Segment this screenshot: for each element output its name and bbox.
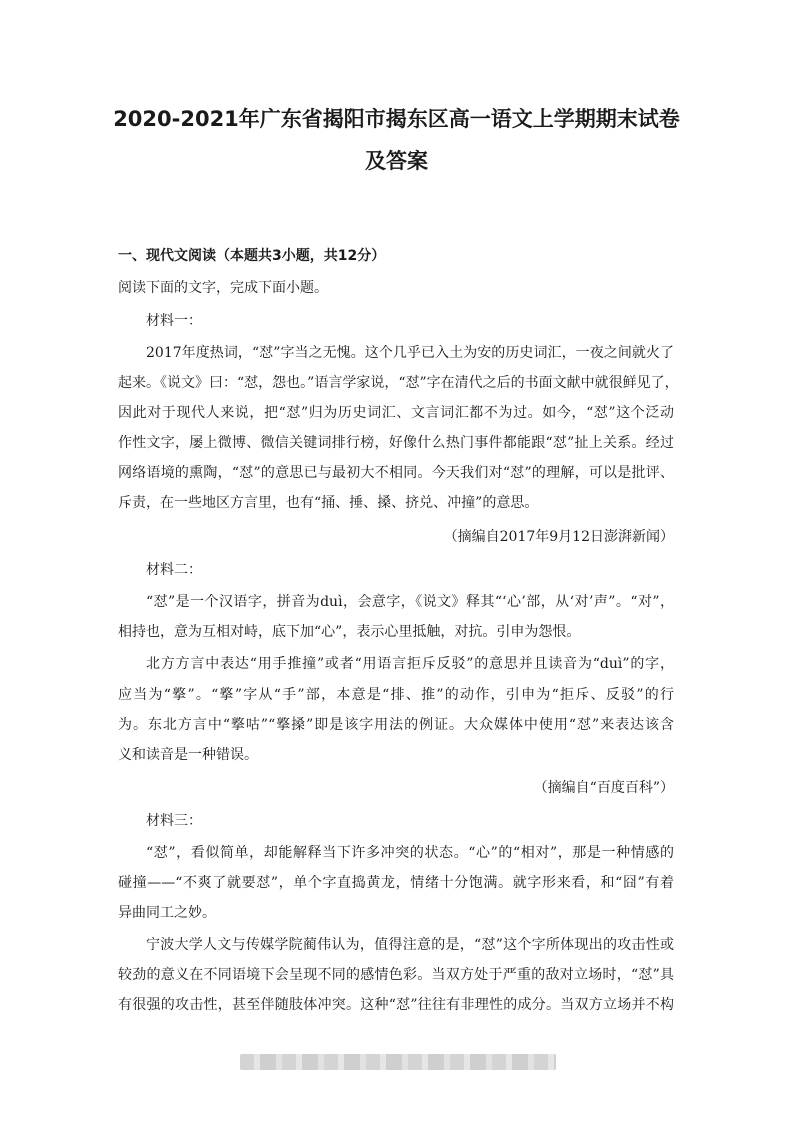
paragraph-line: 斥责，在一些地区方言里，也有“捅、捶、搡、挤兑、冲撞”的意思。 xyxy=(118,495,539,511)
paragraph-line: 起来。《说文》曰：“怼，怨也。”语言学家说，“怼”字在清代之后的书面文献中就很鲜见了， xyxy=(118,375,679,391)
document-title-line1: 2020-2021年广东省揭阳市揭东区高一语文上学期期末试卷 xyxy=(113,107,680,131)
document-title-line2: 及答案 xyxy=(365,149,428,173)
paragraph-line: 义和读音是一种错误。 xyxy=(118,747,258,763)
paragraph-line: 2017年度热词，“怼”字当之无愧。这个几乎已入土为安的历史词汇，一夜之间就火了 xyxy=(146,345,674,361)
section-heading: 一、现代文阅读（本题共3小题，共12分） xyxy=(118,248,386,264)
material2-source: （摘编自“百度百科”） xyxy=(533,780,674,796)
blurred-footer-watermark xyxy=(240,1054,556,1070)
instruction-text: 阅读下面的文字，完成下面小题。 xyxy=(118,280,328,296)
paragraph-line: 较劲的意义在不同语境下会呈现不同的感情色彩。当双方处于严重的敌对立场时，“怼”具 xyxy=(118,967,674,983)
paragraph-line: 作性文字，屡上微博、微信关键词排行榜，好像什么热门事件都能跟“怼”扯上关系。经过 xyxy=(118,435,674,451)
paragraph-line: 北方方言中表达“用手推撞”或者“用语言拒斥反驳”的意思并且读音为“duì”的字， xyxy=(146,656,674,672)
paragraph-line: 网络语境的熏陶，“怼”的意思已与最初大不相同。今天我们对“怼”的理解，可以是批评、 xyxy=(118,465,674,481)
paragraph-line: 因此对于现代人来说，把“怼”归为历史词汇、文言词汇都不为过。如今，“怼”这个泛动 xyxy=(118,405,674,421)
paragraph-line: 异曲同工之妙。 xyxy=(118,905,216,921)
paragraph-line: 有很强的攻击性，甚至伴随肢体冲突。这种“怼”往往有非理性的成分。当双方立场并不构 xyxy=(118,997,674,1013)
material2-label: 材料二： xyxy=(146,562,202,578)
material1-label: 材料一： xyxy=(146,313,202,329)
paragraph-line: 相持也，意为互相对峙，底下加“心”，表示心里抵触，对抗。引申为怨恨。 xyxy=(118,624,581,640)
paragraph-line: 碰撞——“不爽了就要怼”，单个字直捣黄龙，情绪十分饱满。就字形来看，和“囧”有着 xyxy=(118,875,674,891)
paragraph-line: 为。东北方言中“撉咕”“撉搡”即是该字用法的例证。大众媒体中使用“怼”来表达该含 xyxy=(118,717,674,733)
paragraph-line: “怼”，看似简单，却能解释当下许多冲突的状态。“心”的“相对”，那是一种情感的 xyxy=(146,845,674,861)
paragraph-line: 宁波大学人文与传媒学院蔺伟认为，值得注意的是，“怼”这个字所体现出的攻击性或 xyxy=(146,937,674,953)
material1-source: （摘编自2017年9月12日澎湃新闻） xyxy=(443,529,674,545)
paragraph-line: 应当为“撉”。“撉”字从“手”部，本意是“排、推”的动作，引申为“拒斥、反驳”的行 xyxy=(118,687,674,703)
material3-label: 材料三： xyxy=(146,813,202,829)
paragraph-line: “怼”是一个汉语字，拼音为duì，会意字，《说文》释其“‘心’部，从‘对’声”。“对”， xyxy=(146,594,674,610)
